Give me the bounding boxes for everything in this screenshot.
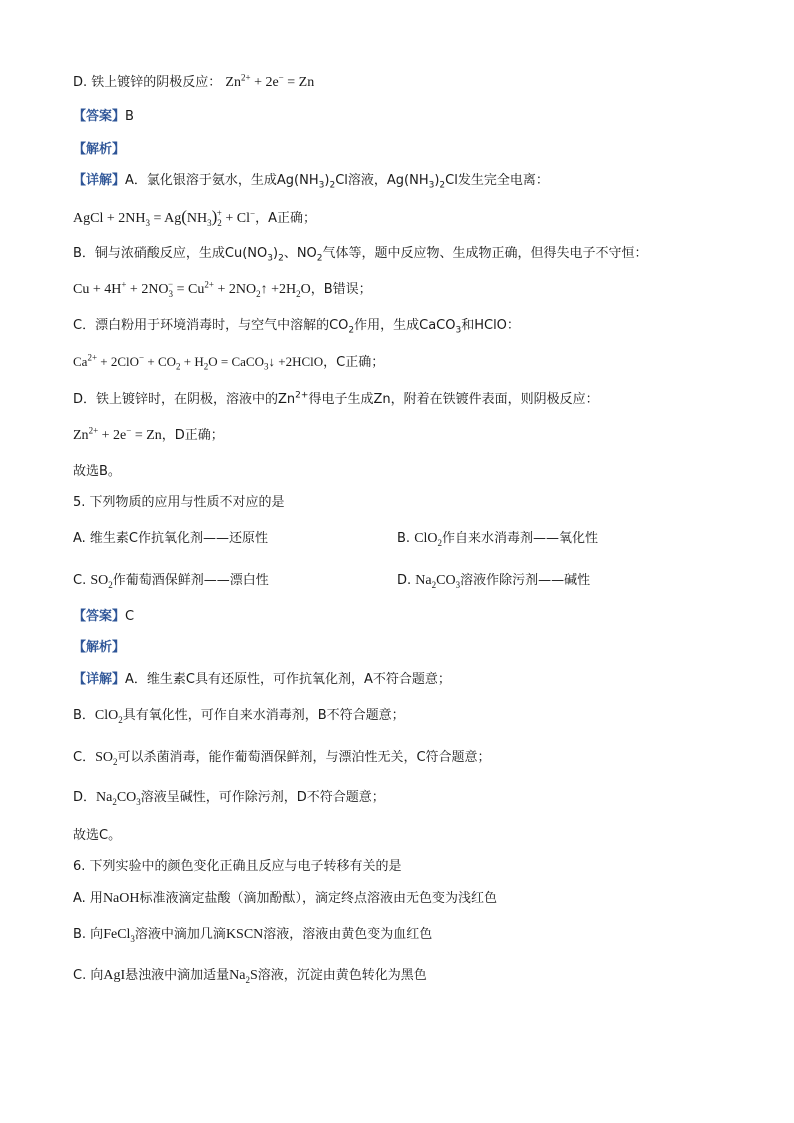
option-text: 溶液，沉淀由黄色转化为黑色 <box>257 968 427 983</box>
text: ，B错误； <box>310 282 372 297</box>
text: ，D正确； <box>161 428 224 443</box>
formula: KSCN <box>225 927 264 942</box>
q5-option-d <box>397 572 590 590</box>
text: ，C正确； <box>323 355 385 370</box>
option-text: 作葡萄酒保鲜剂——漂白性 <box>112 573 269 588</box>
text: Cl溶液，Ag(NH <box>335 173 429 188</box>
text: C．漂白粉用于环境消毒时，与空气中溶解的CO <box>73 318 349 333</box>
option-text: A. 维生素C作抗氧化剂——还原性 <box>73 531 269 546</box>
text: A．氯化银溶于氨水，生成Ag(NH <box>125 173 319 188</box>
text: 故选B。 <box>73 464 121 479</box>
text: ) <box>273 246 279 261</box>
option-text: 溶液，溶液由黄色变为血红色 <box>263 927 433 942</box>
option-text: D. 铁上镀锌的阴极反应： <box>73 75 222 90</box>
formula: $Zn^{2+} + 2e^- = Zn$ <box>73 425 162 443</box>
formula: $Zn^{2+} + 2e^- = Zn$ <box>225 72 315 90</box>
analysis-tag: 【解析】 <box>73 640 126 655</box>
option-label: C. 向 <box>73 968 104 983</box>
formula: $SO_2$ <box>90 573 113 590</box>
text: Cl发生完全电离： <box>445 173 549 188</box>
text: 和HClO： <box>461 318 520 333</box>
detail-5a <box>73 671 451 689</box>
question-text: 5. 下列物质的应用与性质不对应的是 <box>73 495 285 510</box>
text: 作用，生成CaCO <box>354 318 456 333</box>
equation-b <box>73 281 372 299</box>
option-label: A. 用 <box>73 891 103 906</box>
option-text: 悬浊液中滴加适量 <box>125 968 230 983</box>
formula: ClO$_2$ <box>414 531 443 548</box>
formula: ClO$_2$ <box>94 708 123 725</box>
text: B．铜与浓硝酸反应，生成Cu(NO <box>73 246 268 261</box>
q6-option-a <box>73 890 497 908</box>
question-6 <box>73 858 402 876</box>
formula: $Na_2CO_3$ <box>96 790 141 807</box>
question-text: 6. 下列实验中的颜色变化正确且反应与电子转移有关的是 <box>73 859 402 874</box>
text: ，A正确； <box>255 211 316 226</box>
text: 具有氧化性，可作自来水消毒剂，B不符合题意； <box>122 708 405 723</box>
detail-5c <box>73 749 491 767</box>
option-d-previous <box>73 74 314 92</box>
option-label: B. 向 <box>73 927 104 942</box>
text: 、NO <box>283 246 317 261</box>
answer-tag: 【答案】 <box>73 609 126 624</box>
q6-option-b <box>73 926 432 944</box>
equation-c <box>73 353 384 372</box>
answer-value: B <box>125 109 134 124</box>
answer-4 <box>73 108 134 126</box>
detail-5d <box>73 789 385 807</box>
detail-5b <box>73 707 405 725</box>
text: B． <box>73 708 95 723</box>
text: C． <box>73 750 96 765</box>
text: 可以杀菌消毒，能作葡萄酒保鲜剂，与漂泊性无关，C符合题意； <box>117 750 491 765</box>
text: D． <box>73 790 97 805</box>
option-text: 溶液中滴加几滴 <box>134 927 226 942</box>
option-text: 作自来水消毒剂——氧化性 <box>442 531 599 546</box>
text: ) <box>324 173 330 188</box>
q5-option-a <box>73 530 268 548</box>
choose-5 <box>73 827 121 845</box>
text: 得电子生成Zn，附着在铁镀件表面，则阴极反应： <box>308 392 599 407</box>
formula: AgI <box>103 968 126 983</box>
option-label: B. <box>397 531 411 546</box>
q5-option-c <box>73 572 269 590</box>
detail-tag: 【详解】 <box>73 173 126 188</box>
formula: $Cu + 4H^+ + 2NO_3^- = Cu^{2+}$ + $2NO_2↑ +2H_2O$ <box>73 279 311 299</box>
question-5 <box>73 494 285 512</box>
analysis-4-tag <box>73 141 125 159</box>
detail-4a: 【详解】A．氯化银溶于氨水，生成$Ag(NH_3)_2Cl$溶液，$Ag(NH_3)_2Cl$发生完全电离： <box>73 173 549 191</box>
formula: NaOH <box>102 891 140 906</box>
answer-5 <box>73 608 134 626</box>
formula: $Ca^{2+} + 2ClO^- + CO_2 + H_2O$ = CaCO$_3$↓ +2HClO <box>73 352 324 372</box>
option-label: D. <box>397 573 412 588</box>
text: 溶液呈碱性，可作除污剂，D不符合题意； <box>140 790 385 805</box>
text: 气体等，题中反应物、生成物正确，但得失电子不守恒： <box>322 246 648 261</box>
answer-tag: 【答案】 <box>73 109 126 124</box>
formula: $Na_2S$ <box>229 968 258 985</box>
analysis-5-tag <box>73 639 125 657</box>
option-text: 标准液滴定盐酸（滴加酚酞），滴定终点溶液由无色变为浅红色 <box>139 891 497 906</box>
formula: $Na_2CO_3$ <box>415 573 461 590</box>
choose-4 <box>73 463 121 481</box>
detail-4c: C．漂白粉用于环境消毒时，与空气中溶解的$CO_2$作用，生成CaCO$_3$和HClO： <box>73 318 520 336</box>
formula: FeCl$_3$ <box>103 927 135 944</box>
detail-4b: B．铜与浓硝酸反应，生成$Cu(NO_3)_2$、$NO_2$气体等，题中反应物、生成物正确，但得失电子不守恒： <box>73 246 648 264</box>
text: D．铁上镀锌时，在阴极，溶液中的Zn <box>73 392 296 407</box>
equation-a <box>73 208 316 228</box>
text: ) <box>434 173 440 188</box>
q6-option-c <box>73 967 427 985</box>
text: 故选C。 <box>73 828 122 843</box>
analysis-tag: 【解析】 <box>73 142 126 157</box>
equation-d <box>73 427 224 445</box>
formula: $SO_2$ <box>95 750 118 767</box>
detail-tag: 【详解】 <box>73 672 126 687</box>
option-label: C. <box>73 573 87 588</box>
text: A．维生素C具有还原性，可作抗氧化剂，A不符合题意； <box>125 672 451 687</box>
answer-value: C <box>125 609 135 624</box>
q5-option-b <box>397 530 598 548</box>
option-text: 溶液作除污剂——碱性 <box>460 573 591 588</box>
formula: AgCl + $2NH_3 = Ag(NH_3)_2^+ + Cl^-$ <box>73 207 256 228</box>
detail-4d: D．铁上镀锌时，在阴极，溶液中的$Zn^{2+}$得电子生成Zn，附着在铁镀件表面，则阴极反应： <box>73 390 599 407</box>
